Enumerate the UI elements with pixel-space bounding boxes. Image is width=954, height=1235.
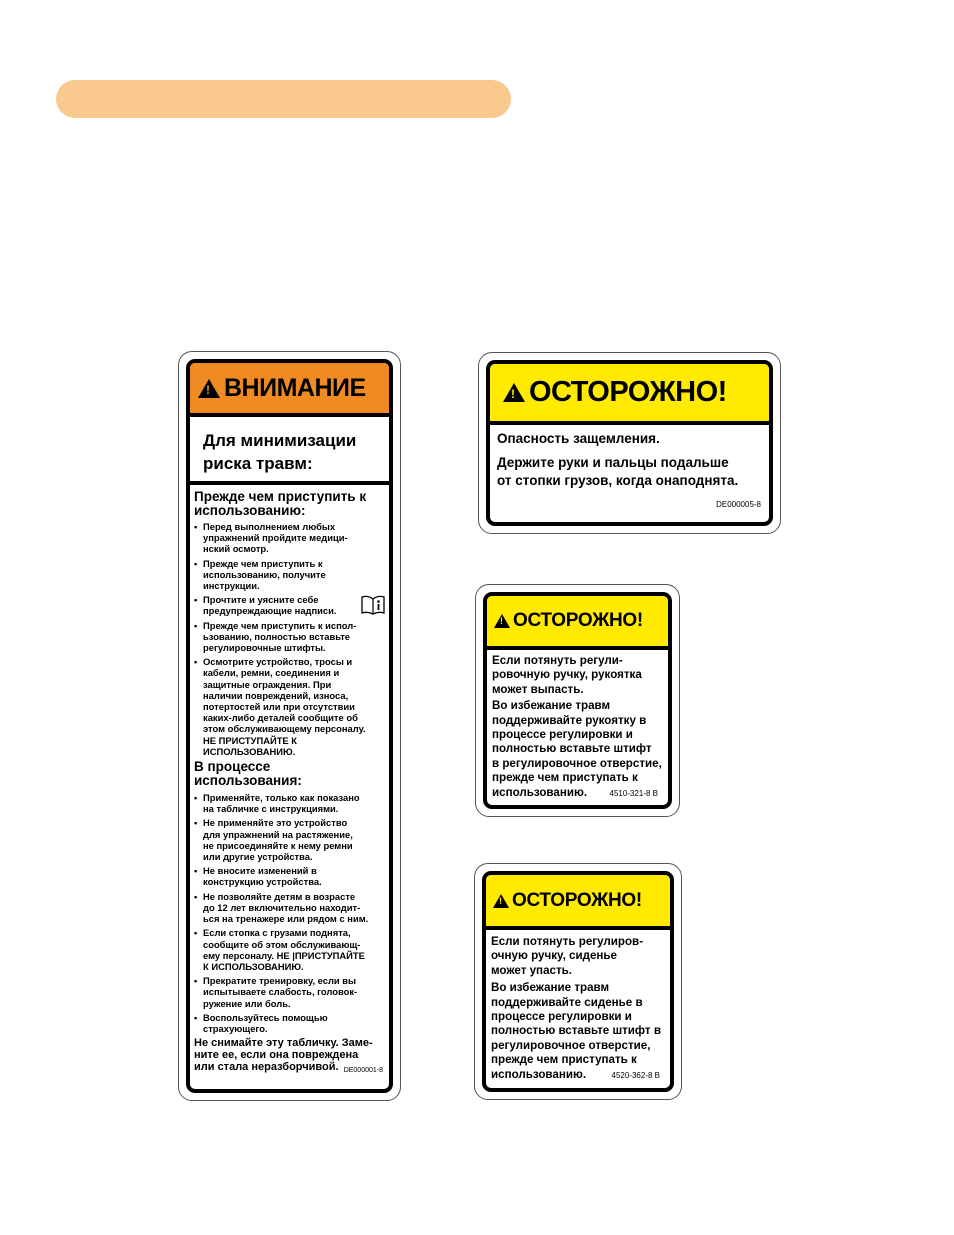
item-line: • Прежде чем приступить к испол- (203, 619, 357, 631)
footer-line: ните ее, если она повреждена (194, 1049, 359, 1062)
label-frame (482, 871, 674, 1092)
during-use-list (194, 792, 385, 1034)
section-heading: В процессе (194, 759, 271, 775)
caution-label-seat (474, 863, 682, 1100)
header-text: ОСТОРОЖНО! (529, 376, 727, 408)
intro-line: риска травм: (203, 454, 313, 473)
list-item (194, 558, 385, 592)
item-line: инструкции. (203, 580, 260, 592)
body-line: может упасть. (491, 963, 572, 977)
section-heading: использования: (194, 773, 302, 789)
item-line: страхующего. (203, 1022, 268, 1034)
body-line: Опасность защемления. (497, 431, 660, 446)
header-text: ОСТОРОЖНО! (513, 610, 643, 631)
item-line: ься на тренажере или рядом с ним. (203, 913, 369, 925)
body (486, 930, 670, 1082)
header-text: ВНИМАНИЕ (224, 373, 366, 402)
list-item (194, 620, 385, 654)
label-frame (186, 359, 393, 1093)
item-line: предупреждающие надписи. (203, 605, 337, 617)
section-heading: Прежде чем приступить к (194, 489, 367, 504)
item-line: • Если стопка с грузами поднята, (203, 927, 351, 939)
label-frame (486, 360, 773, 526)
body-line: использованию. (492, 785, 588, 799)
item-line: • Перед выполнением любых (203, 521, 336, 532)
body-line: полностью вставьте штифт в (491, 1024, 661, 1038)
list-item (194, 817, 385, 862)
item-line: • Воспользуйтесь помощью (203, 1011, 328, 1023)
item-line: • Не применяйте это устройство (203, 817, 348, 829)
label-code: DE000001-8 (343, 1067, 383, 1075)
body-line: прежде чем приступать к (491, 1053, 637, 1067)
item-line: защитные ограждения. При (203, 678, 332, 690)
item-line: • Прежде чем приступить к (203, 557, 323, 569)
item-line: этом обслуживающему персоналу. (203, 723, 366, 735)
item-line: нский осмотр. (203, 543, 269, 555)
item-line: потертостей или при отсутствии (203, 701, 355, 713)
item-line: ему персоналу. НЕ |ПРИСТУПАЙТЕ (203, 949, 365, 961)
list-item (194, 927, 385, 972)
caution-label-pinch (478, 352, 781, 534)
body (190, 485, 389, 1073)
body-line: прежде чем приступать к (492, 771, 638, 785)
item-line: • Прочтите и уясните себе (203, 594, 319, 606)
item-line: каких-либо деталей сообщите об (203, 712, 358, 724)
warning-triangle-icon (198, 379, 220, 398)
list-item (194, 656, 385, 757)
body-line: Если потянуть регулиров- (491, 935, 644, 948)
label-header (486, 875, 670, 930)
list-item (194, 792, 385, 814)
last-row (492, 786, 668, 800)
manual-book-icon (361, 595, 385, 615)
item-line: сообщите об этом обслуживающ- (203, 938, 361, 950)
warning-triangle-icon (494, 614, 510, 628)
item-line: ружение или боль. (203, 997, 291, 1009)
item-line: не присоединяйте к нему ремни (203, 839, 353, 851)
footer-line: Не снимайте эту табличку. Заме- (194, 1037, 373, 1050)
intro-box (190, 417, 389, 485)
item-line: испытываете слабость, головок- (203, 986, 358, 998)
item-line: • Осмотрите устройство, тросы и (203, 656, 353, 668)
item-line: для упражнений на растяжение, (203, 828, 353, 840)
body-line: регулировочное отверстие, (491, 1038, 651, 1052)
body-line: очную ручку, сиденье (491, 949, 617, 963)
body-line: ровочную ручку, рукоятка (492, 668, 642, 682)
section-heading: использованию: (194, 503, 306, 518)
body-line: Во избежание травм (491, 981, 610, 995)
body-line: использованию. (491, 1067, 587, 1081)
item-line: использованию, получите (203, 568, 326, 580)
section-header-bar (56, 80, 511, 118)
body (487, 650, 668, 800)
body-line: процессе регулировки и (491, 1010, 632, 1024)
label-code: 4520-362-8 B (611, 1070, 660, 1080)
footer-row (194, 1061, 385, 1073)
footer-line: или стала неразборчивой. (194, 1061, 339, 1074)
item-line: • Прекратите тренировку, если вы (203, 975, 357, 987)
list-item (194, 594, 385, 616)
item-line: К ИСПОЛЬЗОВАНИЮ. (203, 960, 304, 972)
list-item (194, 865, 385, 887)
body-line: Во избежание травм (492, 699, 611, 713)
warning-label-vnimanie (178, 351, 401, 1101)
body-line: процессе регулировки и (492, 728, 633, 742)
item-line: • Применяйте, только как показано (203, 792, 360, 804)
body-line: в регулировочное отверстие, (492, 756, 662, 770)
body-line: поддерживайте рукоятку в (492, 713, 647, 727)
item-line: • Не вносите изменений в (203, 865, 317, 877)
body-line: может выпасть. (492, 682, 584, 696)
item-line: на табличке с инструкциями. (203, 803, 339, 815)
item-line: ИСПОЛЬЗОВАНИЮ. (203, 745, 296, 757)
body (490, 425, 769, 526)
list-item (194, 975, 385, 1009)
item-line: НЕ ПРИСТУПАЙТЕ К (203, 734, 298, 746)
item-line: кабели, ремни, соединения и (203, 667, 340, 679)
list-item (194, 891, 385, 925)
label-frame (483, 592, 672, 809)
label-header (490, 364, 769, 425)
warning-triangle-icon (493, 894, 509, 908)
label-code: DE000005-8 (716, 500, 761, 509)
caution-label-handle (475, 584, 680, 817)
item-line: или другие устройства. (203, 851, 313, 863)
item-line: конструкцию устройства. (203, 876, 322, 888)
label-header (487, 596, 668, 650)
body-line: Держите руки и пальцы подальше (497, 455, 729, 470)
label-code: 4510-321-8 B (609, 788, 658, 798)
label-header (190, 363, 389, 417)
last-row (491, 1068, 670, 1082)
item-line: регулировочные штифты. (203, 642, 326, 654)
body-line: Если потянуть регули- (492, 654, 623, 667)
body-line: поддерживайте сиденье в (491, 995, 643, 1009)
before-use-list (194, 521, 385, 757)
item-line: ьзованию, полностью вставьте (203, 630, 351, 642)
list-item (194, 521, 385, 555)
intro-line: Для минимизации (203, 431, 357, 450)
item-line: • Не позволяйте детям в возрасте (203, 890, 356, 902)
body-line: от стопки грузов, когда онаподнята. (497, 473, 739, 488)
item-line: наличии повреждений, износа, (203, 689, 349, 701)
list-item (194, 1012, 385, 1034)
item-line: упражнений пройдите медици- (203, 532, 348, 544)
item-line: до 12 лет включительно находит- (203, 901, 361, 913)
header-text: ОСТОРОЖНО! (512, 889, 642, 911)
warning-triangle-icon (503, 383, 525, 402)
body-line: полностью вставьте штифт (492, 742, 652, 756)
